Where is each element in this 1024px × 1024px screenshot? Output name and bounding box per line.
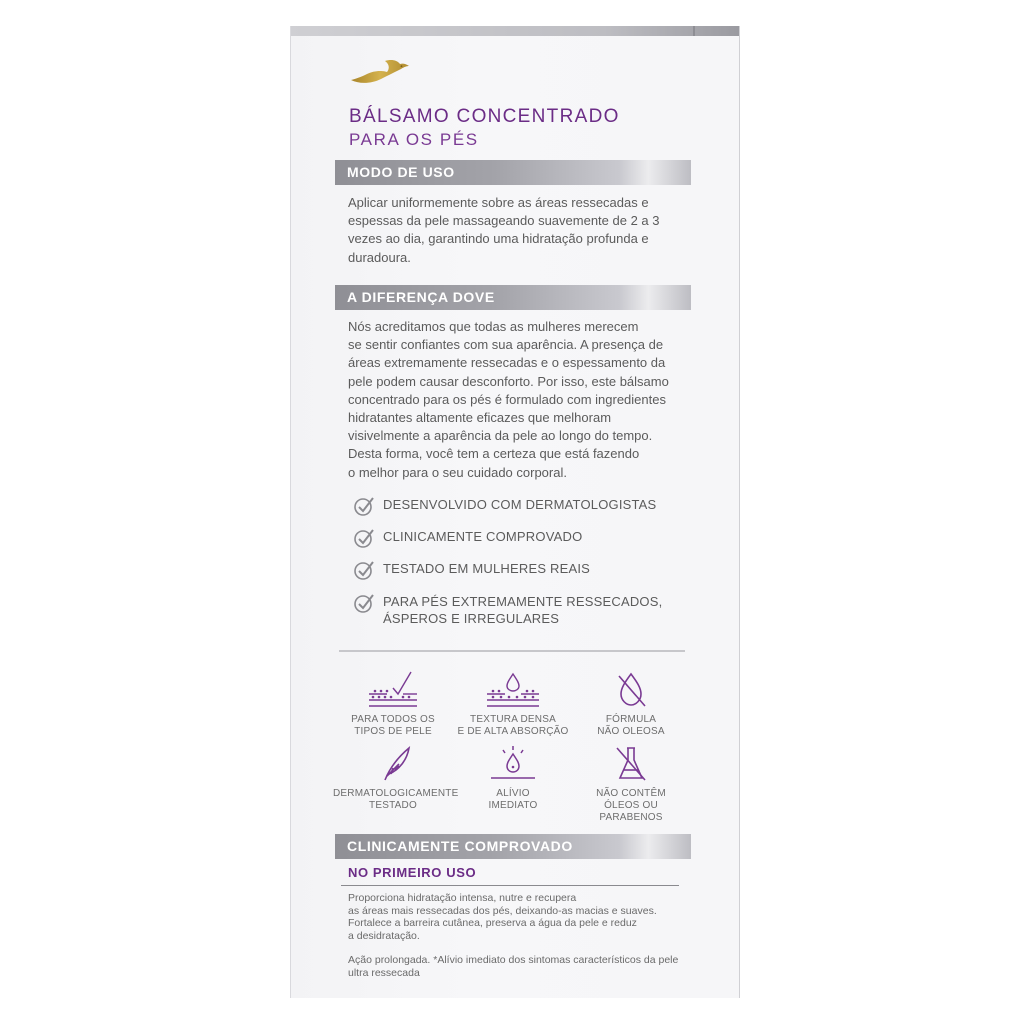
- modo-de-uso-text: [348, 194, 678, 267]
- subheading-underline: [341, 885, 679, 886]
- check-label-line2: ÁSPEROS E IRREGULARES: [383, 611, 560, 626]
- text-line: as áreas mais ressecadas dos pés, deixando-as macias e suaves.: [348, 904, 657, 917]
- clinicamente-text: [348, 892, 708, 942]
- section-heading-clinicamente: CLINICAMENTE COMPROVADO: [335, 834, 691, 859]
- no-oil-drop-icon: [601, 670, 661, 710]
- feature-label: PARA TODOS OS: [351, 714, 435, 725]
- feature-label: E DE ALTA ABSORÇÃO: [457, 726, 569, 737]
- feature-label: ÓLEOS OU PARABENOS: [599, 800, 663, 823]
- check-circle-icon: [353, 592, 375, 614]
- section-heading-diferenca-dove: A DIFERENÇA DOVE: [335, 285, 691, 310]
- no-flask-icon: [601, 744, 661, 784]
- feature-item: [333, 744, 459, 812]
- check-circle-icon: [353, 495, 375, 517]
- feature-label: TEXTURA DENSA: [470, 714, 556, 725]
- feature-item: [571, 744, 691, 824]
- diferenca-text: [348, 318, 678, 482]
- text-line: se sentir confiantes com sua aparência. A presença de: [348, 337, 664, 353]
- section-subheading: NO PRIMEIRO USO: [348, 865, 477, 880]
- text-line: visivelmente a aparência da pele ao longo do tempo.: [348, 428, 653, 444]
- text-line: Aplicar uniformemente sobre as áreas ressecadas e: [348, 195, 649, 210]
- text-line: Ação prolongada. *Alívio imediato dos sintomas característicos da pele: [348, 954, 679, 966]
- divider: [339, 650, 685, 652]
- check-label: DESENVOLVIDO COM DERMATOLOGISTAS: [383, 497, 657, 512]
- box-notch: [693, 26, 695, 36]
- text-line: o melhor para o seu cuidado corporal.: [348, 464, 567, 480]
- check-circle-icon: [353, 559, 375, 581]
- text-line: concentrado para os pés é formulado com ingredientes: [348, 391, 666, 407]
- text-line: áreas extremamente ressecadas e o espessamento da: [348, 355, 666, 371]
- text-line: duradoura.: [348, 249, 411, 265]
- text-line: Desta forma, você tem a certeza que está fazendo: [348, 446, 640, 462]
- text-line: ultra ressecada: [348, 966, 420, 979]
- feature-label: NÃO OLEOSA: [597, 726, 665, 737]
- feature-item: [453, 670, 573, 738]
- feather-icon: [363, 744, 423, 784]
- feature-label: TESTADO: [369, 800, 417, 811]
- feature-label: TIPOS DE PELE: [354, 726, 432, 737]
- check-circle-icon: [353, 527, 375, 549]
- section-heading-modo-de-uso: MODO DE USO: [335, 160, 691, 185]
- check-label: PARA PÉS EXTREMAMENTE RESSECADOS,: [383, 594, 663, 609]
- relief-drop-icon: [483, 744, 543, 784]
- clinicamente-note: [348, 954, 708, 979]
- feature-label: IMEDIATO: [488, 800, 538, 811]
- text-line: hidratantes altamente eficazes que melhoram: [348, 410, 612, 426]
- check-label: CLINICAMENTE COMPROVADO: [383, 529, 583, 544]
- feature-label: FÓRMULA: [605, 714, 657, 725]
- skin-check-icon: [363, 670, 423, 710]
- feature-label: ALÍVIO: [496, 788, 530, 799]
- text-line: pele podem causar desconforto. Por isso, este bálsamo: [348, 373, 669, 389]
- box-top-edge: [291, 26, 739, 36]
- text-line: vezes ao dia, garantindo uma hidratação profunda e: [348, 231, 649, 247]
- text-line: Nós acreditamos que todas as mulheres merecem: [348, 319, 639, 334]
- feature-item: [571, 670, 691, 738]
- dove-logo-icon: [349, 58, 411, 88]
- feature-item: [453, 744, 573, 812]
- skin-drop-icon: [483, 670, 543, 710]
- text-line: Proporciona hidratação intensa, nutre e recupera: [348, 892, 577, 904]
- text-line: Fortalece a barreira cutânea, preserva a água da pele e reduz: [348, 917, 637, 930]
- feature-label: DERMATOLOGICAMENTE: [333, 788, 459, 799]
- feature-label: NÃO CONTÊM: [596, 788, 666, 799]
- text-line: a desidratação.: [348, 929, 420, 942]
- product-title: BÁLSAMO CONCENTRADO: [349, 106, 620, 127]
- product-box-back: [290, 26, 740, 998]
- text-line: espessas da pele massageando suavemente de 2 a 3: [348, 213, 660, 229]
- product-subtitle: PARA OS PÉS: [349, 130, 479, 149]
- check-label: TESTADO EM MULHERES REAIS: [383, 561, 591, 576]
- feature-item: [333, 670, 453, 738]
